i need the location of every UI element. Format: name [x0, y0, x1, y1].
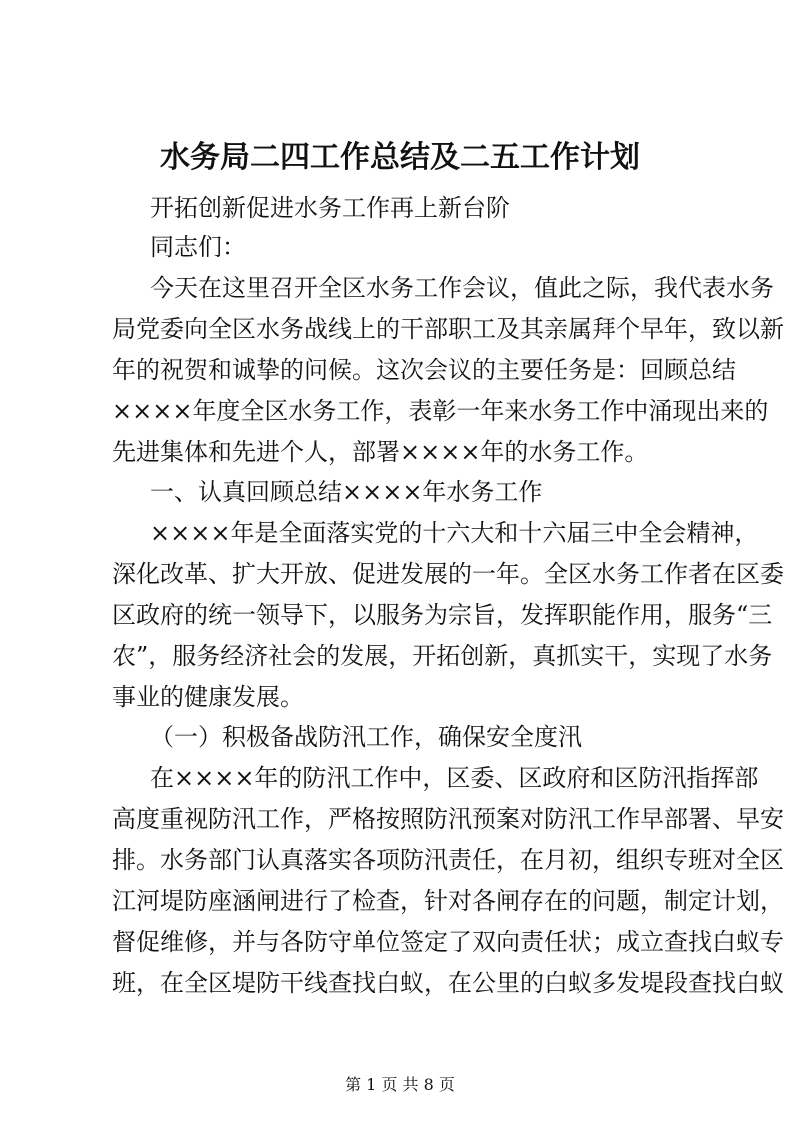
paragraph-line: 先进集体和先进个人，部署××××年的水务工作。	[112, 438, 649, 466]
page-footer: 第 1 页 共 8 页	[345, 1075, 455, 1094]
paragraph-line: 今天在这里召开全区水务工作会议，值此之际，我代表水务	[150, 274, 774, 302]
paragraph-line: 年的祝贺和诚挚的问候。这次会议的主要任务是：回顾总结	[112, 356, 736, 384]
section-heading: 一、认真回顾总结××××年水务工作	[150, 478, 543, 506]
paragraph-line: 江河堤防座涵闸进行了检查，针对各闸存在的问题，制定计划，	[112, 887, 784, 915]
paragraph-line: ××××年度全区水务工作，表彰一年来水务工作中涌现出来的	[112, 397, 769, 425]
paragraph-line: 排。水务部门认真落实各项防汛责任，在月初，组织专班对全区	[112, 846, 784, 874]
paragraph-line: 局党委向全区水务战线上的干部职工及其亲属拜个早年，致以新	[112, 315, 784, 343]
paragraph-line: 深化改革、扩大开放、促进发展的一年。全区水务工作者在区委	[112, 560, 784, 588]
paragraph-line: 区政府的统一领导下，以服务为宗旨，发挥职能作用，服务“三	[112, 601, 773, 629]
document-title: 水务局二四工作总结及二五工作计划	[160, 140, 640, 175]
paragraph-line: ××××年是全面落实党的十六大和十六届三中全会精神，	[150, 519, 759, 547]
paragraph-line: 高度重视防汛工作，严格按照防汛预案对防汛工作早部署、早安	[112, 805, 784, 833]
subsection-heading: （一）积极备战防汛工作，确保安全度汛	[150, 723, 582, 751]
salutation-line: 同志们：	[150, 233, 246, 261]
paragraph-line: 农”，服务经济社会的发展，开拓创新，真抓实干，实现了水务	[112, 642, 773, 670]
paragraph-line: 在××××年的防汛工作中，区委、区政府和区防汛指挥部	[150, 764, 759, 792]
subtitle-line: 开拓创新促进水务工作再上新台阶	[150, 194, 510, 222]
paragraph-line: 班，在全区堤防干线查找白蚁，在公里的白蚁多发堤段查找白蚁	[112, 969, 784, 997]
paragraph-line: 事业的健康发展。	[112, 683, 304, 711]
paragraph-line: 督促维修，并与各防守单位签定了双向责任状；成立查找白蚁专	[112, 928, 784, 956]
